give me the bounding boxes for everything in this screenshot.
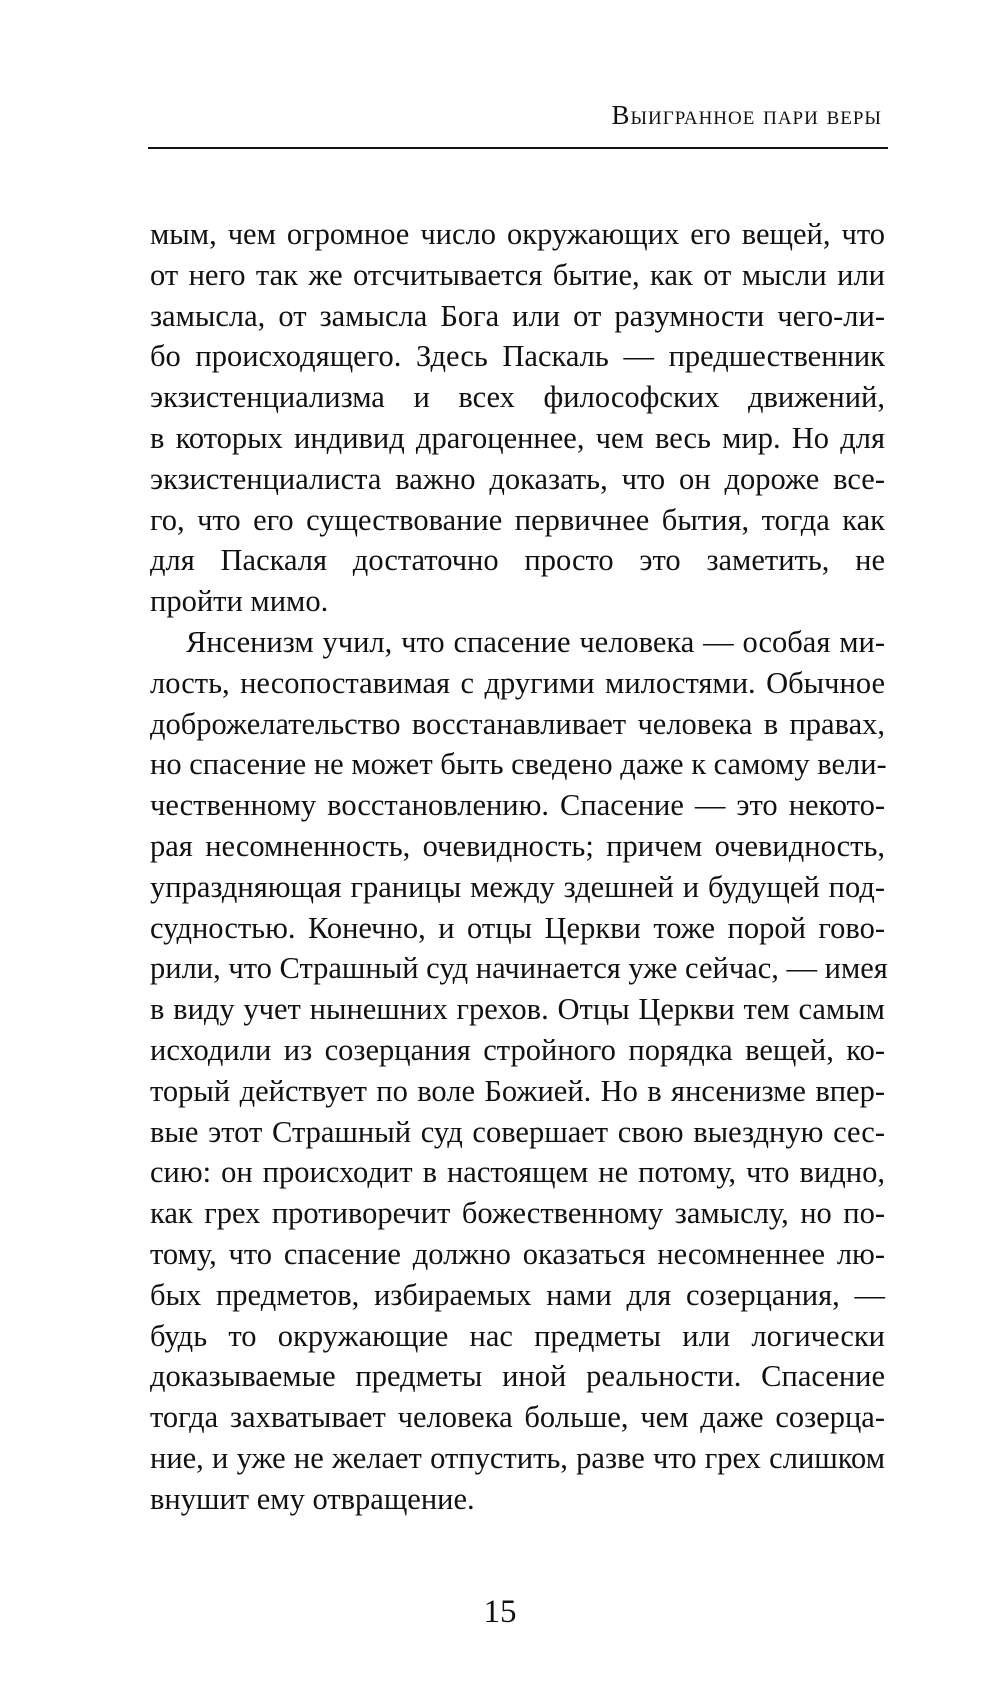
text-line: лость, несопоставимая с другими милостями. Обычное	[150, 665, 885, 700]
text-line: мым, чем огромное число окружающих его вещей, что	[150, 217, 885, 251]
text-line: экзистенциализма и всех философских движений,	[150, 380, 885, 415]
text-line: вые этот Страшный суд совершает свою выездную сес-	[150, 1114, 885, 1149]
paragraph-1	[150, 214, 885, 622]
page-number: 15	[483, 1594, 517, 1630]
text-line: экзистенциалиста важно доказать, что он дороже все-	[150, 461, 885, 496]
text-line: внушит ему отвращение.	[150, 1481, 475, 1516]
text-line: торый действует по воле Божией. Но в янсенизме впер-	[150, 1073, 885, 1108]
text-line: от него так же отсчитывается бытие, как от мысли или	[150, 257, 885, 292]
body-text	[150, 214, 888, 1520]
text-line: чественному восстановлению. Спасение — это некото-	[150, 788, 885, 823]
text-line: судностью. Конечно, и отцы Церкви тоже порой гово-	[150, 910, 885, 945]
text-line: рили, что Страшный суд начинается уже сейчас, — имея	[150, 951, 888, 986]
text-line: бых предметов, избираемых нами для созерцания, —	[150, 1277, 885, 1312]
text-line: доброжелательство восстанавливает человека в правах,	[150, 706, 885, 741]
text-line: но спасение не может быть сведено даже к самому вели-	[150, 747, 887, 782]
text-line: для Паскаля достаточно просто это заметить, не	[150, 543, 885, 578]
text-line: пройти мимо.	[150, 584, 329, 619]
text-line: тогда захватывает человека больше, чем даже созерца-	[150, 1400, 885, 1435]
text-line: сию: он происходит в настоящем не потому, что видно,	[150, 1155, 885, 1190]
text-line: доказываемые предметы иной реальности. Спасение	[150, 1359, 885, 1394]
text-line: бо происходящего. Здесь Паскаль — предшественник	[150, 339, 885, 374]
text-line: в виду учет нынешних грехов. Отцы Церкви тем самым	[150, 992, 885, 1027]
text-line: ние, и уже не желает отпустить, разве что грех слишком	[150, 1440, 885, 1475]
paragraph-2	[150, 622, 888, 1520]
text-line: в которых индивид драгоценнее, чем весь мир. Но для	[150, 420, 885, 455]
text-line: замысла, от замысла Бога или от разумности чего-ли-	[150, 298, 885, 333]
text-line: будь то окружающие нас предметы или логически	[150, 1318, 885, 1353]
header-rule	[148, 147, 888, 149]
text-line: как грех противоречит божественному замыслу, но по-	[150, 1196, 885, 1231]
text-line: рая несомненность, очевидность; причем очевидность,	[150, 828, 885, 863]
text-line: упраздняющая границы между здешней и будущей под-	[150, 869, 885, 904]
text-line: Янсенизм учил, что спасение человека — особая ми-	[186, 624, 885, 659]
text-line: исходили из созерцания стройного порядка вещей, ко-	[150, 1032, 885, 1067]
text-line: го, что его существование первичнее бытия, тогда как	[150, 502, 885, 537]
text-line: тому, что спасение должно оказаться несомненнее лю-	[150, 1236, 885, 1271]
running-head: Выигранное пари веры	[611, 100, 882, 130]
